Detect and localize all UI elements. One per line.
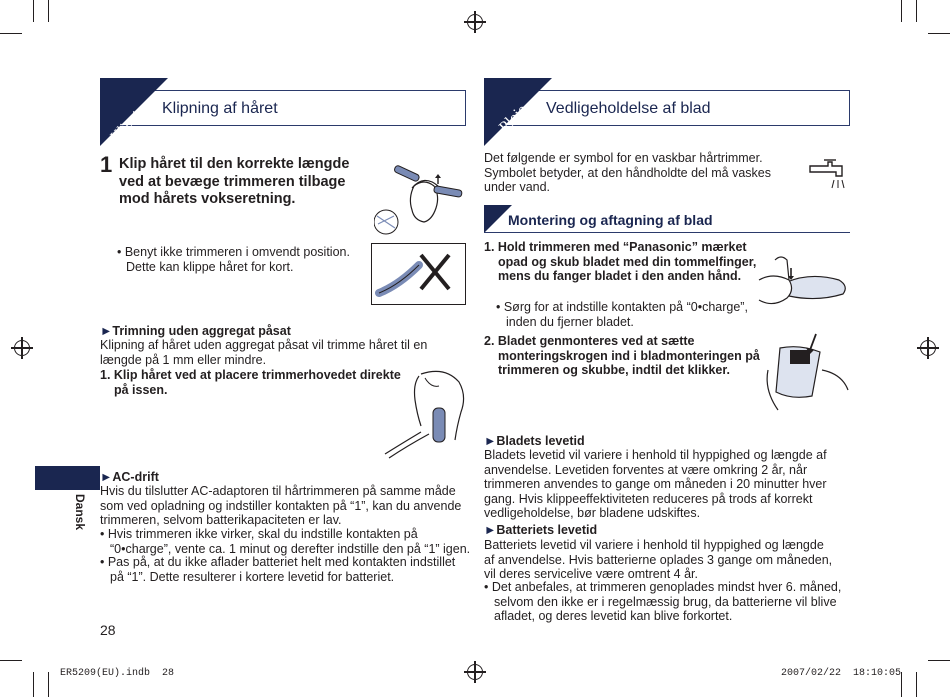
battery-bullet: • Det anbefales, at trimmeren genoplades mindst hver 6. måned, selvom den ikke er i regelmæssig brug, da batterierne vil blive afladet, og deres levetid kan blive forkortet. <box>484 580 842 623</box>
mount-subhead-line <box>484 232 850 233</box>
crop-mark <box>0 660 22 661</box>
ac-section-heading <box>100 470 159 485</box>
registration-mark-icon <box>920 340 936 356</box>
battery-life-heading <box>484 523 597 538</box>
crop-mark <box>928 33 950 34</box>
crop-mark <box>48 0 49 22</box>
blade-removal-illustration <box>757 252 849 318</box>
page-number: 28 <box>100 622 116 638</box>
mount-step-2: 2. Bladet genmonteres ved at sætte monteringskrogen ind i bladmonteringen på trimmeren og skubbe, indtil det klikker. <box>484 334 760 377</box>
ac-text: Hvis du tilslutter AC-adaptoren til hårtrimmeren på samme måde som ved opladning og indstiller kontakten på “1”, kan du anvende trimmeren, selvom batterikapaciteten er lav. <box>100 484 462 527</box>
care-intro: Det følgende er symbol for en vaskbar hårtrimmer. Symbolet betyder, at den håndholdte del må vaskes under vand. <box>484 151 771 194</box>
trim-section-heading <box>100 324 291 339</box>
note-1-line2: Dette kan klippe håret for kort. <box>126 260 294 274</box>
crop-mark <box>916 672 917 697</box>
registration-mark-icon <box>14 340 30 356</box>
registration-mark-icon <box>467 14 483 30</box>
left-tab-label: Klipning <box>108 98 154 145</box>
crop-mark <box>33 672 34 697</box>
blade-life-heading-text: Bladets levetid <box>496 434 585 448</box>
trim-step-1: 1. Klip håret ved at placere trimmerhovedet direkte på issen. <box>100 368 401 397</box>
play-arrow-icon: ► <box>100 470 113 484</box>
blade-mounting-illustration <box>760 330 850 414</box>
note-1-line1: • Benyt ikke trimmeren i omvendt position. <box>117 245 350 259</box>
clipping-crown-illustration <box>381 366 467 460</box>
crop-mark <box>48 672 49 697</box>
blade-life-text: Bladets levetid vil variere i henhold til hyppighed og længde af anvendelse. Levetiden forventes at være omkring 2 år, når trimmeren anvendes to gange om måneden i 20 minutter hver gang. Hvis klippeeffektiviteten reduceres på trods af korrekt vedligeholdelse, bør bladene udskiftes. <box>484 448 827 520</box>
trim-text: Klipning af håret uden aggregat påsat vil trimme håret til en længde på 1 mm eller mindre. <box>100 338 428 367</box>
step-1-text: Klip håret til den korrekte længde ved at bevæge trimmeren tilbage mod hårets vokseretning. <box>119 156 350 207</box>
footer-timestamp: 2007/02/22 18:10:05 <box>781 668 902 679</box>
mount-section-heading: Montering og aftagning af blad <box>508 212 713 228</box>
side-tab-bar <box>35 466 100 490</box>
registration-mark-icon <box>467 664 483 680</box>
left-section-title: Klipning af håret <box>162 100 278 117</box>
footer-file-name: ER5209(EU).indb 28 <box>60 668 175 679</box>
crop-mark <box>928 660 950 661</box>
right-section-title: Vedligeholdelse af blad <box>546 100 711 117</box>
crop-mark <box>901 672 902 697</box>
crop-mark <box>901 0 902 22</box>
ac-bullet-2: • Pas på, at du ikke aflader batteriet helt med kontakten indstillet på “1”. Dette resulterer i kortere levetid for batteriet. <box>100 555 456 584</box>
crop-mark <box>916 0 917 22</box>
crop-mark <box>0 33 22 34</box>
play-arrow-icon: ► <box>100 324 113 338</box>
right-tab-label: Pleje <box>496 101 531 137</box>
mount-step-1: 1. Hold trimmeren med “Panasonic” mærket opad og skub bladet med din tommelfinger, mens du fanger bladet i den anden hånd. <box>484 240 757 283</box>
crop-mark <box>33 0 34 22</box>
ac-heading-text: AC-drift <box>112 470 159 484</box>
battery-life-text: Batteriets levetid vil variere i henhold til hyppighed og længde af anvendelse. Hvis batterierne oplades 3 gange om måneden, vil deres servicelive være omtrent 4 år. <box>484 538 833 581</box>
trim-heading-text: Trimning uden aggregat påsat <box>112 324 291 338</box>
washable-tap-icon <box>808 154 848 192</box>
wrong-position-illustration <box>371 243 466 305</box>
ac-bullet-1: • Hvis trimmeren ikke virker, skal du indstille kontakten på “0•charge”, vente ca. 1 minut og derefter indstille den på “1” igen. <box>100 527 471 556</box>
play-arrow-icon: ► <box>484 434 497 448</box>
blade-life-heading <box>484 434 585 449</box>
mount-step-1-note: • Sørg for at indstille kontakten på “0•charge”, inden du fjerner bladet. <box>496 300 748 329</box>
play-arrow-icon: ► <box>484 523 497 537</box>
step-1-number: 1 <box>100 152 113 177</box>
side-tab-label: Dansk <box>73 494 87 531</box>
head-trim-illustration <box>374 158 468 240</box>
battery-life-heading-text: Batteriets levetid <box>496 523 598 537</box>
